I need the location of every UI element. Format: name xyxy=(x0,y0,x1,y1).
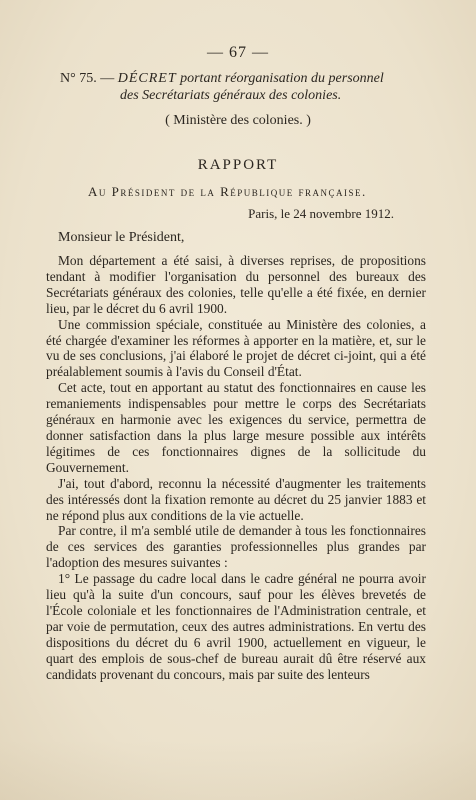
decree-title-line-2: des Secrétariats généraux des colonies. xyxy=(120,88,342,103)
decree-title-line-1 xyxy=(60,70,430,87)
decree-title-word: DÉCRET xyxy=(117,71,177,86)
decree-title xyxy=(60,70,430,104)
report-heading: RAPPORT xyxy=(197,157,279,173)
page-number: — 67 — xyxy=(207,44,269,61)
paragraph: Une commission spéciale, constituée au Ministère des colonies, a été chargée d'examiner les réformes à apporter en la matière, et, sur le vu de ses conclusions, j'ai élaboré le projet de décret ci-joint, qui a été préalablement soumis à l'avis du Conseil d'État. xyxy=(46,316,426,380)
salutation: Monsieur le Président, xyxy=(58,230,185,245)
paragraph: Par contre, il m'a semblé utile de demander à tous les fonctionnaires de ces services des garanties professionnelles plus grandes par l'adoption des mesures suivantes : xyxy=(46,523,426,571)
ministry-line: ( Ministère des colonies. ) xyxy=(165,113,311,128)
paragraph: Cet acte, tout en apportant au statut des fonctionnaires en cause les remaniements indispensables pour mettre le corps des Secrétariats généraux en harmonie avec les exigences du service, permettra de donner satisfaction dans la plus large mesure possible aux intérêts légitimes de ces fonctionnaires dignes de la sollicitude du Gouvernement. xyxy=(46,380,426,475)
page-shading xyxy=(0,740,476,800)
decree-number: N° 75. — xyxy=(60,71,115,86)
paragraph: Mon département a été saisi, à diverses reprises, de propositions tendant à modifier l'organisation du personnel des bureaux des Secrétariats généraux des colonies, telle qu'elle a été fixée, en dernier lieu, par le décret du 6 avril 1900. xyxy=(46,253,426,316)
addressee-line: Au Président de la République française. xyxy=(88,184,367,199)
report-body xyxy=(46,253,426,682)
paragraph: J'ai, tout d'abord, reconnu la nécessité d'augmenter les traitements des intéressés dont la fixation remonte au décret du 25 janvier 1883 et ne répond plus aux conditions de la vie actuelle. xyxy=(46,475,426,523)
dateline: Paris, le 24 novembre 1912. xyxy=(248,206,394,221)
paragraph: 1° Le passage du cadre local dans le cadre général ne pourra avoir lieu qu'à la suite d'un concours, sauf pour les élèves brevetés de l'École coloniale et les fonctionnaires de l'Administration centrale, et par voie de permutation, ceux des autres administrations. En vertu des dispositions du décret du 6 avril 1900, actuellement en vigueur, le quart des emplois de sous-chef de bureau aurait dû être réservé aux candidats provenant du concours, mais par suite des lenteurs xyxy=(46,571,426,682)
decree-title-rest: portant réorganisation du personnel xyxy=(180,71,384,86)
